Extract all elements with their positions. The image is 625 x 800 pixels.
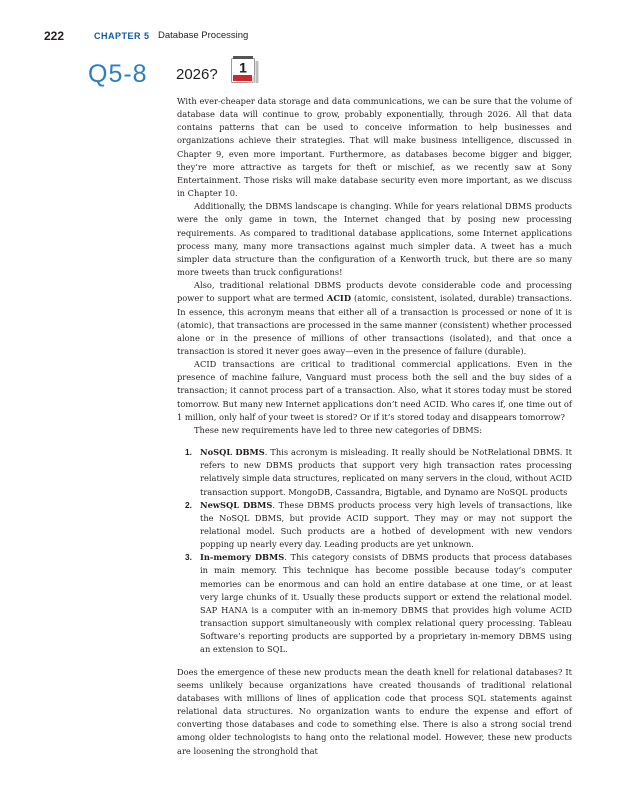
- list-item-term: NewSQL DBMS: [200, 499, 273, 510]
- paragraph: With ever-cheaper data storage and data communications, we can be sure that the volume of database data will continue to grow, probably exponentially, through 2026. All that data contains patterns that can be used to conceive information to help businesses and organizations achieve their strategies. That will make business intelligence, discussed in Chapter 9, even more important. Furthermore, as databases become bigger and bigger, they’re more attractive as targets for theft or mischief, as we recently saw at Sony Entertainment. Those risks will make database security even more important, as we discuss in Chapter 10.: [177, 96, 572, 199]
- paragraph: Does the emergence of these new products mean the death knell for relational databases? It seems unlikely because organizations have created thousands of traditional relational databases with millions of lines of application code that process SQL statements against relational data structures. No organization wants to endure the expense and effort of converting those databases and code to something else. There is also a strong social trend among older technologists to hang onto the relational model. However, these new products are loosening the stronghold that: [177, 666, 572, 756]
- paragraph-text: Also, traditional relational DBMS products devote considerable code and processing power to support what are termed: [177, 280, 572, 304]
- list-item-text: . This category consists of DBMS products that process databases in main memory. This technique has become possible because today’s computer memories can be enormous and can hold an entire database at one time, or at least very large chunks of it. Usually these products support or extend the relational model. SAP HANA is a computer with an in-memory DBMS that provides high volume ACID transaction support simultaneously with complex relational query processing. Tableau Software’s reporting products are supported by a proprietary in-memory DBMS using an extension to SQL.: [200, 552, 572, 655]
- question-title: 2026?: [176, 66, 218, 83]
- list-item-term: NoSQL DBMS: [200, 447, 265, 458]
- list-item-number: 2.: [185, 499, 192, 510]
- dbms-category-list: [177, 446, 572, 657]
- list-item-text: . These DBMS products process very high levels of transactions, like the NoSQL DBMS, but provide ACID support. They may or may not support the relational model. Such products are a hotbed of development with new vendors popping up nearly every day. Leading products are yet unknown.: [200, 499, 572, 550]
- paragraph: Additionally, the DBMS landscape is changing. While for years relational DBMS products were the only game in town, the Internet changed that by posing new processing requirements. As compared to traditional database applications, some Internet applications process many, many more transactions against much simpler data. A tweet has a much simpler data structure than the configuration of a Kenworth truck, but there are so many more tweets than truck configurations!: [177, 201, 572, 278]
- paragraph-text: (atomic, consistent, isolated, durable) transactions. In essence, this acronym means that either all of a transaction is processed or none of it is (atomic), that transactions are processed in the same manner (consistent) whether processed alone or in the presence of millions of other transactions (isolated), and that once a transaction is stored it never goes away—even in the presence of failure (durable).: [177, 293, 573, 356]
- paragraph-acid: [177, 279, 572, 358]
- paragraph: These new requirements have led to three new categories of DBMS:: [194, 424, 483, 435]
- key-term-acid: ACID: [326, 293, 352, 304]
- calendar-icon: [229, 55, 262, 85]
- page-number: 222: [44, 29, 65, 43]
- body-text: [177, 95, 572, 758]
- calendar-shadow: [256, 61, 259, 83]
- list-item: [185, 499, 572, 552]
- list-item-number: 3.: [185, 552, 192, 563]
- list-item-term: In-memory DBMS: [200, 552, 285, 563]
- list-item: [185, 551, 572, 656]
- list-item-text: . This acronym is misleading. It really should be NotRelational DBMS. It refers to new DBMS products that support very high transaction rates processing relatively simple data structures, replicated on many servers in the cloud, without ACID transaction support. MongoDB, Cassandra, Bigtable, and Dynamo are NoSQL products: [200, 447, 572, 497]
- chapter-title: Database Processing: [158, 30, 249, 41]
- paragraph: ACID transactions are critical to traditional commercial applications. Even in the presence of machine failure, Vanguard must process both the sell and the buy sides of a transaction; it cannot process part of a transaction. Also, what it stores today must be stored tomorrow. But many new Internet applications don’t need ACID. Who cares if, one time out of 1 million, only half of your tweet is stored? Or if it’s stored today and disappears tomorrow?: [177, 359, 573, 422]
- list-item: [185, 446, 572, 499]
- calendar-day: 1: [239, 59, 247, 76]
- list-item-number: 1.: [185, 447, 192, 458]
- chapter-label: CHAPTER 5: [94, 31, 150, 41]
- question-number: Q5-8: [88, 60, 148, 88]
- calendar-band: [233, 75, 252, 81]
